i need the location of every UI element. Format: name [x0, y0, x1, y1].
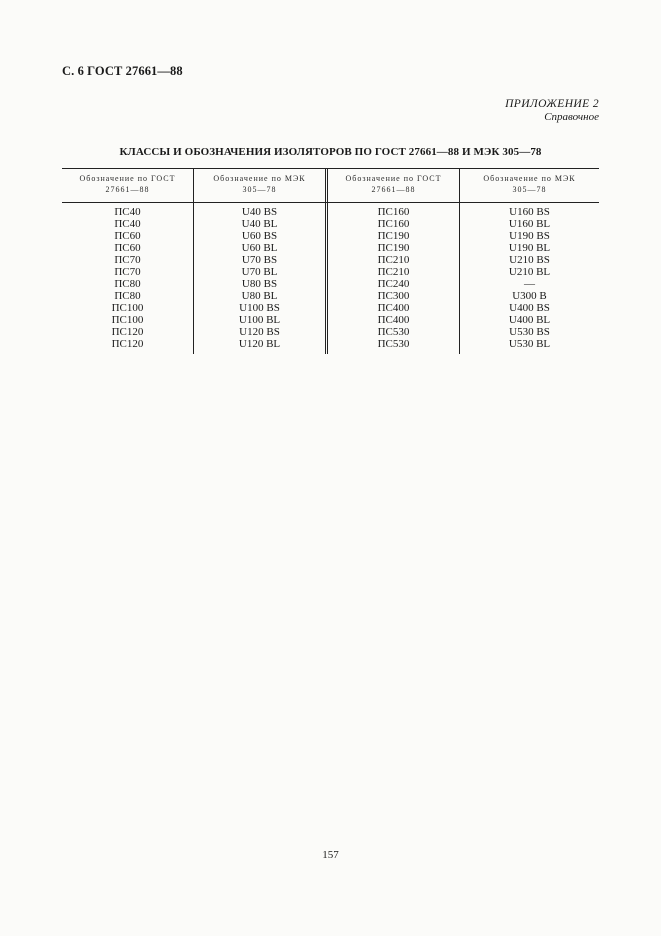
- table-cell: ПС40: [114, 218, 141, 230]
- header-text: Обозначение по ГОСТ: [345, 174, 442, 183]
- table-cell: U300 B: [512, 290, 547, 302]
- table-cell: ПС70: [114, 254, 141, 266]
- table-cell: ПС40: [114, 206, 141, 218]
- header-text: 27661—88: [371, 185, 416, 194]
- running-title: С. 6 ГОСТ 27661—88: [62, 64, 183, 78]
- table-header-row: [62, 169, 599, 202]
- table-cell: U70 BS: [241, 254, 278, 266]
- header-text: Обозначение по МЭК: [483, 174, 576, 183]
- table-title: КЛАССЫ И ОБОЗНАЧЕНИЯ ИЗОЛЯТОРОВ ПО ГОСТ 27661—88 И МЭК 305—78: [119, 146, 542, 158]
- header-text: 305—78: [242, 185, 277, 194]
- table-cell: U160 BS: [509, 206, 550, 218]
- table-cell: U160 BL: [508, 218, 551, 230]
- table-cell: ПС400: [377, 302, 410, 314]
- table-cell: U40 BS: [241, 206, 278, 218]
- table-cell: ПС190: [377, 242, 410, 254]
- header-gost-2: [325, 169, 459, 202]
- table-cell: ПС240: [377, 278, 410, 290]
- appendix-title: ПРИЛОЖЕНИЕ 2: [505, 98, 599, 110]
- header-text: Обозначение по МЭК: [213, 174, 306, 183]
- column-gost-1: [62, 203, 193, 354]
- table-cell: U120 BL: [238, 338, 281, 350]
- table-cell: U40 BL: [241, 218, 278, 230]
- table-cell: ПС530: [377, 338, 410, 350]
- header-text: 27661—88: [105, 185, 150, 194]
- table-cell: U100 BL: [238, 314, 281, 326]
- page-number: 157: [322, 849, 339, 861]
- table-cell: U60 BS: [241, 230, 278, 242]
- table-cell: U210 BL: [508, 266, 551, 278]
- column-iec-1: [193, 203, 325, 354]
- table-cell: U60 BL: [241, 242, 278, 254]
- table-cell: U400 BS: [509, 302, 550, 314]
- table-body: [62, 203, 599, 354]
- table-cell: U70 BL: [241, 266, 278, 278]
- table-cell: U80 BL: [241, 290, 278, 302]
- table-cell: ПС120: [111, 338, 144, 350]
- table-cell: ПС70: [114, 266, 141, 278]
- table-cell: ПС400: [377, 314, 410, 326]
- table-cell: U530 BL: [508, 338, 551, 350]
- table-cell: U400 BL: [508, 314, 551, 326]
- header-text: Обозначение по ГОСТ: [79, 174, 176, 183]
- table-cell: ПС300: [377, 290, 410, 302]
- table-cell: ПС60: [114, 230, 141, 242]
- header-text: 305—78: [512, 185, 547, 194]
- table-cell: ПС160: [377, 218, 410, 230]
- table-cell: U120 BS: [239, 326, 280, 338]
- table-cell: ПС100: [111, 302, 144, 314]
- table-cell: ПС530: [377, 326, 410, 338]
- table-cell: U530 BS: [509, 326, 550, 338]
- table-cell: ПС210: [377, 266, 410, 278]
- appendix-label: [505, 97, 599, 124]
- header-gost-1: [62, 169, 193, 202]
- column-iec-2: [459, 203, 599, 354]
- header-iec-2: [459, 169, 599, 202]
- table-cell: ПС80: [114, 290, 141, 302]
- table-cell: ПС120: [111, 326, 144, 338]
- table-cell: ПС190: [377, 230, 410, 242]
- column-gost-2: [325, 203, 459, 354]
- table-cell: ПС60: [114, 242, 141, 254]
- table-cell: U100 BS: [239, 302, 280, 314]
- header-iec-1: [193, 169, 325, 202]
- appendix-subtitle: Справочное: [544, 111, 599, 123]
- table-cell: U190 BL: [508, 242, 551, 254]
- table-cell: ПС100: [111, 314, 144, 326]
- table-cell: U210 BS: [509, 254, 550, 266]
- table-cell: ПС210: [377, 254, 410, 266]
- table-cell: —: [524, 278, 535, 290]
- table-cell: U80 BS: [241, 278, 278, 290]
- table-cell: U190 BS: [509, 230, 550, 242]
- table-cell: ПС160: [377, 206, 410, 218]
- table-cell: ПС80: [114, 278, 141, 290]
- designation-table: [62, 168, 599, 354]
